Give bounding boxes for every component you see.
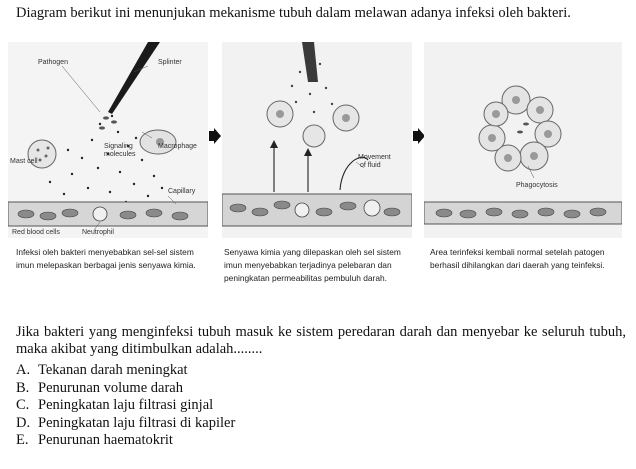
label-capillary: Capillary bbox=[168, 188, 196, 195]
option-b bbox=[16, 380, 235, 398]
option-letter: D. bbox=[16, 414, 31, 431]
vasodilation-illustration bbox=[222, 42, 412, 238]
option-letter: C. bbox=[16, 397, 30, 413]
option-text: Penurunan volume darah bbox=[38, 379, 183, 396]
label-red-blood-cells: Red blood cells bbox=[12, 229, 60, 236]
label-of-fluid: of fluid bbox=[360, 162, 381, 169]
label-movement: Movement bbox=[358, 154, 391, 161]
label-phagocytosis: Phagocytosis bbox=[516, 182, 558, 189]
phagocytosis-illustration bbox=[424, 42, 622, 238]
label-macrophage: Macrophage bbox=[158, 143, 197, 150]
diagram-panel-vasodilation bbox=[222, 42, 412, 238]
option-letter: A. bbox=[16, 362, 31, 378]
caption-panel-2: Senyawa kimia yang dilepaskan oleh sel sistem imun menyebabkan terjadinya pelebaran dan peningkatan permeabilitas pembuluh darah. bbox=[224, 247, 401, 284]
option-text: Peningkatan laju filtrasi ginjal bbox=[38, 397, 214, 413]
option-letter: B. bbox=[16, 379, 30, 396]
neutrophil-shape bbox=[93, 207, 107, 221]
diagram-panel-phagocytosis bbox=[424, 42, 622, 238]
question-intro: Diagram berikut ini menunjukan mekanisme tubuh dalam melawan adanya infeksi oleh bakteri. bbox=[16, 5, 571, 21]
label-mast-cell: Mast cell bbox=[10, 158, 38, 165]
option-letter: E. bbox=[16, 432, 29, 448]
label-neutrophil: Neutrophil bbox=[82, 229, 114, 236]
question-text: Jika bakteri yang menginfeksi tubuh masuk ke sistem peredaran darah dan menyebar ke seluruh tubuh, maka akibat yang ditimbulkan adalah........ bbox=[16, 324, 626, 357]
option-a bbox=[16, 362, 235, 380]
diagram-panel-infection bbox=[8, 42, 208, 238]
label-signaling: Signaling bbox=[104, 143, 133, 150]
caption-panel-1: Infeksi oleh bakteri menyebabkan sel-sel sistem imun melepaskan berbagai jenis senyawa kimia. bbox=[16, 247, 196, 271]
label-molecules: molecules bbox=[104, 151, 136, 158]
arrow-right-icon bbox=[209, 128, 221, 144]
option-text: Peningkatan laju filtrasi di kapiler bbox=[38, 414, 236, 431]
option-d bbox=[16, 415, 235, 433]
caption-panel-3: Area terinfeksi kembali normal setelah patogen berhasil dihilangkan dari daerah yang teinfeksi. bbox=[430, 247, 605, 271]
label-splinter: Splinter bbox=[158, 59, 182, 66]
option-c bbox=[16, 397, 235, 415]
answer-options bbox=[16, 362, 235, 450]
infection-illustration bbox=[8, 42, 208, 238]
option-text: Penurunan haematokrit bbox=[38, 432, 173, 448]
option-text: Tekanan darah meningkat bbox=[38, 362, 188, 378]
option-e bbox=[16, 432, 235, 450]
label-pathogen: Pathogen bbox=[38, 59, 68, 66]
